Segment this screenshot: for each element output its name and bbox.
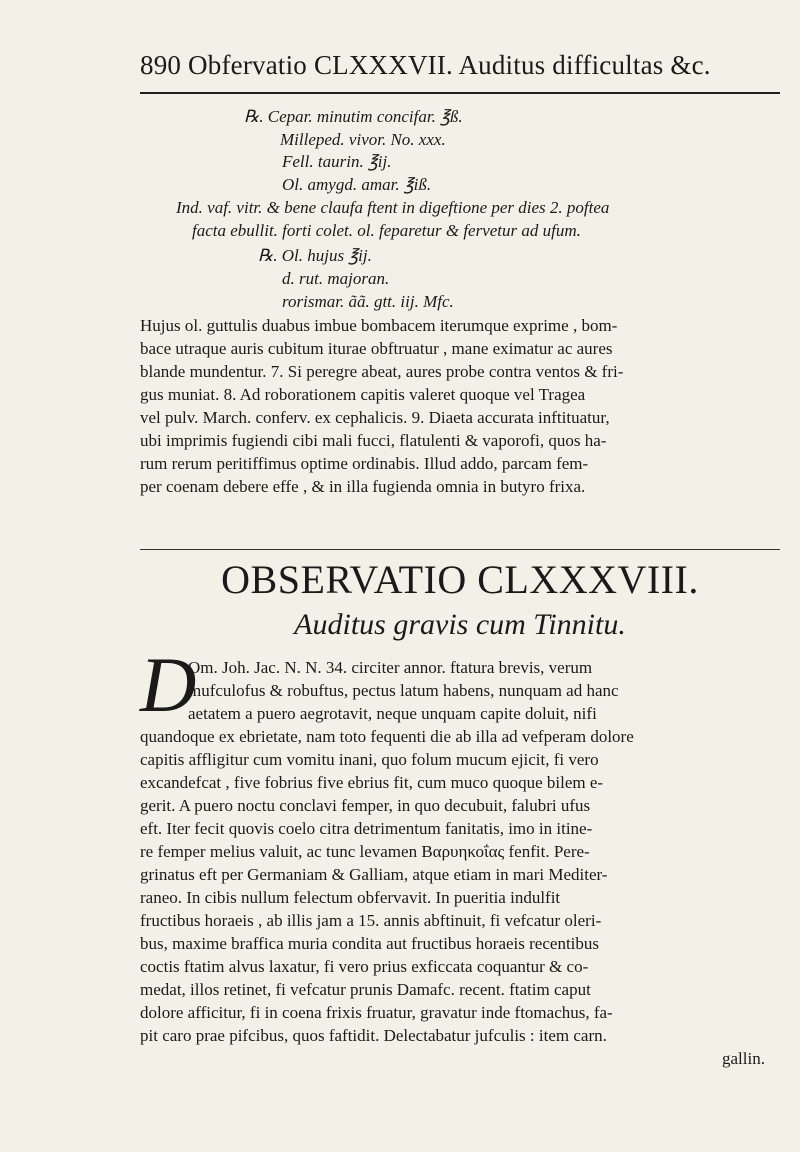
paragraph2-line: dolore afficitur, fi in coena frixis fruatur, gravatur inde ftomachus, fa- <box>140 1003 613 1022</box>
page-header: 890 Obfervatio CLXXXVII. Auditus difficultas &c. <box>140 50 711 80</box>
recipe2-line: d. rut. majoran. <box>282 269 390 288</box>
recipe2-line: rorismar. ãã. gtt. iij. Mfc. <box>282 292 454 311</box>
paragraph2-line: medat, illos retinet, fi vefcatur prunis Damafc. recent. ftatim caput <box>140 980 591 999</box>
paragraph2-line: gerit. A puero noctu conclavi femper, in quo decubuit, falubri ufus <box>140 796 591 815</box>
section-title: OBSERVATIO CLXXXVIII. <box>221 557 699 602</box>
section-rule <box>140 549 780 550</box>
paragraph2-line: eft. Iter fecit quovis coelo citra detrimentum fanitatis, imo in itine- <box>140 819 593 838</box>
drop-cap: D <box>140 641 197 728</box>
paragraph2-line: excandefcat , five fobrius five ebrius fit, cum muco quoque bilem e- <box>140 773 604 792</box>
recipe1-line: Ind. vaf. vitr. & bene claufa ftent in digeftione per dies 2. poftea <box>176 198 610 217</box>
section-subtitle: Auditus gravis cum Tinnitu. <box>294 608 626 641</box>
paragraph2-line: bus, maxime braffica muria condita aut fructibus horaeis recentibus <box>140 934 599 953</box>
paragraph1-line: rum rerum peritiffimus optime ordinabis. Illud addo, parcam fem- <box>140 454 589 473</box>
paragraph2-line: fructibus horaeis , ab illis jam a 15. annis abftinuit, fi vefcatur oleri- <box>140 911 602 930</box>
paragraph1-line: gus muniat. 8. Ad roborationem capitis valeret quoque vel Tragea <box>140 385 586 404</box>
paragraph1-line: bace utraque auris cubitum iturae obftruatur , mane eximatur ac aures <box>140 339 613 358</box>
paragraph1-line: per coenam debere effe , & in illa fugienda omnia in butyro frixa. <box>140 477 586 496</box>
paragraph2-line: raneo. In cibis nullum felectum obfervavit. In pueritia indulfit <box>140 888 561 907</box>
recipe1-line: Ol. amygd. amar. ℥iß. <box>282 175 432 194</box>
recipe1-line: Fell. taurin. ℥ij. <box>282 152 392 171</box>
paragraph2-line: capitis affligitur cum vomitu inani, quo folum mucum ejicit, fi vero <box>140 750 599 769</box>
paragraph2-line: aetatem a puero aegrotavit, neque unquam capite doluit, nifi <box>188 704 597 723</box>
recipe1-line: Milleped. vivor. No. xxx. <box>280 130 446 149</box>
paragraph2-line: quandoque ex ebrietate, nam toto fequenti die ab illa ad vefperam dolore <box>140 727 634 746</box>
recipe1-line: ℞. Cepar. minutim concifar. ℥ß. <box>244 107 463 126</box>
header-rule <box>140 92 780 94</box>
recipe1-line: facta ebullit. forti colet. ol. feparetur & fervetur ad ufum. <box>192 221 581 240</box>
paragraph2-line: re femper melius valuit, ac tunc levamen Βαρυηκοΐας fenfit. Pere- <box>140 842 590 861</box>
paragraph2-line: Om. Joh. Jac. N. N. 34. circiter annor. ftatura brevis, verum <box>188 658 593 677</box>
paragraph1-line: vel pulv. March. conferv. ex cephalicis. 9. Diaeta accurata inftituatur, <box>140 408 610 427</box>
paragraph2-line: grinatus eft per Germaniam & Galliam, atque etiam in mari Mediter- <box>140 865 608 884</box>
paragraph1-line: Hujus ol. guttulis duabus imbue bombacem iterumque exprime , bom- <box>140 316 618 335</box>
paragraph2-line: mufculofus & robuftus, pectus latum habens, nunquam ad hanc <box>188 681 619 700</box>
paragraph2-line: coctis ftatim alvus laxatur, fi vero prius exficcata coquantur & co- <box>140 957 589 976</box>
paragraph1-line: ubi imprimis fugiendi cibi mali fucci, flatulenti & vaporofi, quos ha- <box>140 431 607 450</box>
paragraph1-line: blande mundentur. 7. Si peregre abeat, aures probe contra ventos & fri- <box>140 362 624 381</box>
recipe2-line: ℞. Ol. hujus ℥ij. <box>258 246 372 265</box>
paragraph2-line: gallin. <box>722 1049 765 1068</box>
paragraph2-line: pit caro prae pifcibus, quos faftidit. Delectabatur jufculis : item carn. <box>140 1026 607 1045</box>
